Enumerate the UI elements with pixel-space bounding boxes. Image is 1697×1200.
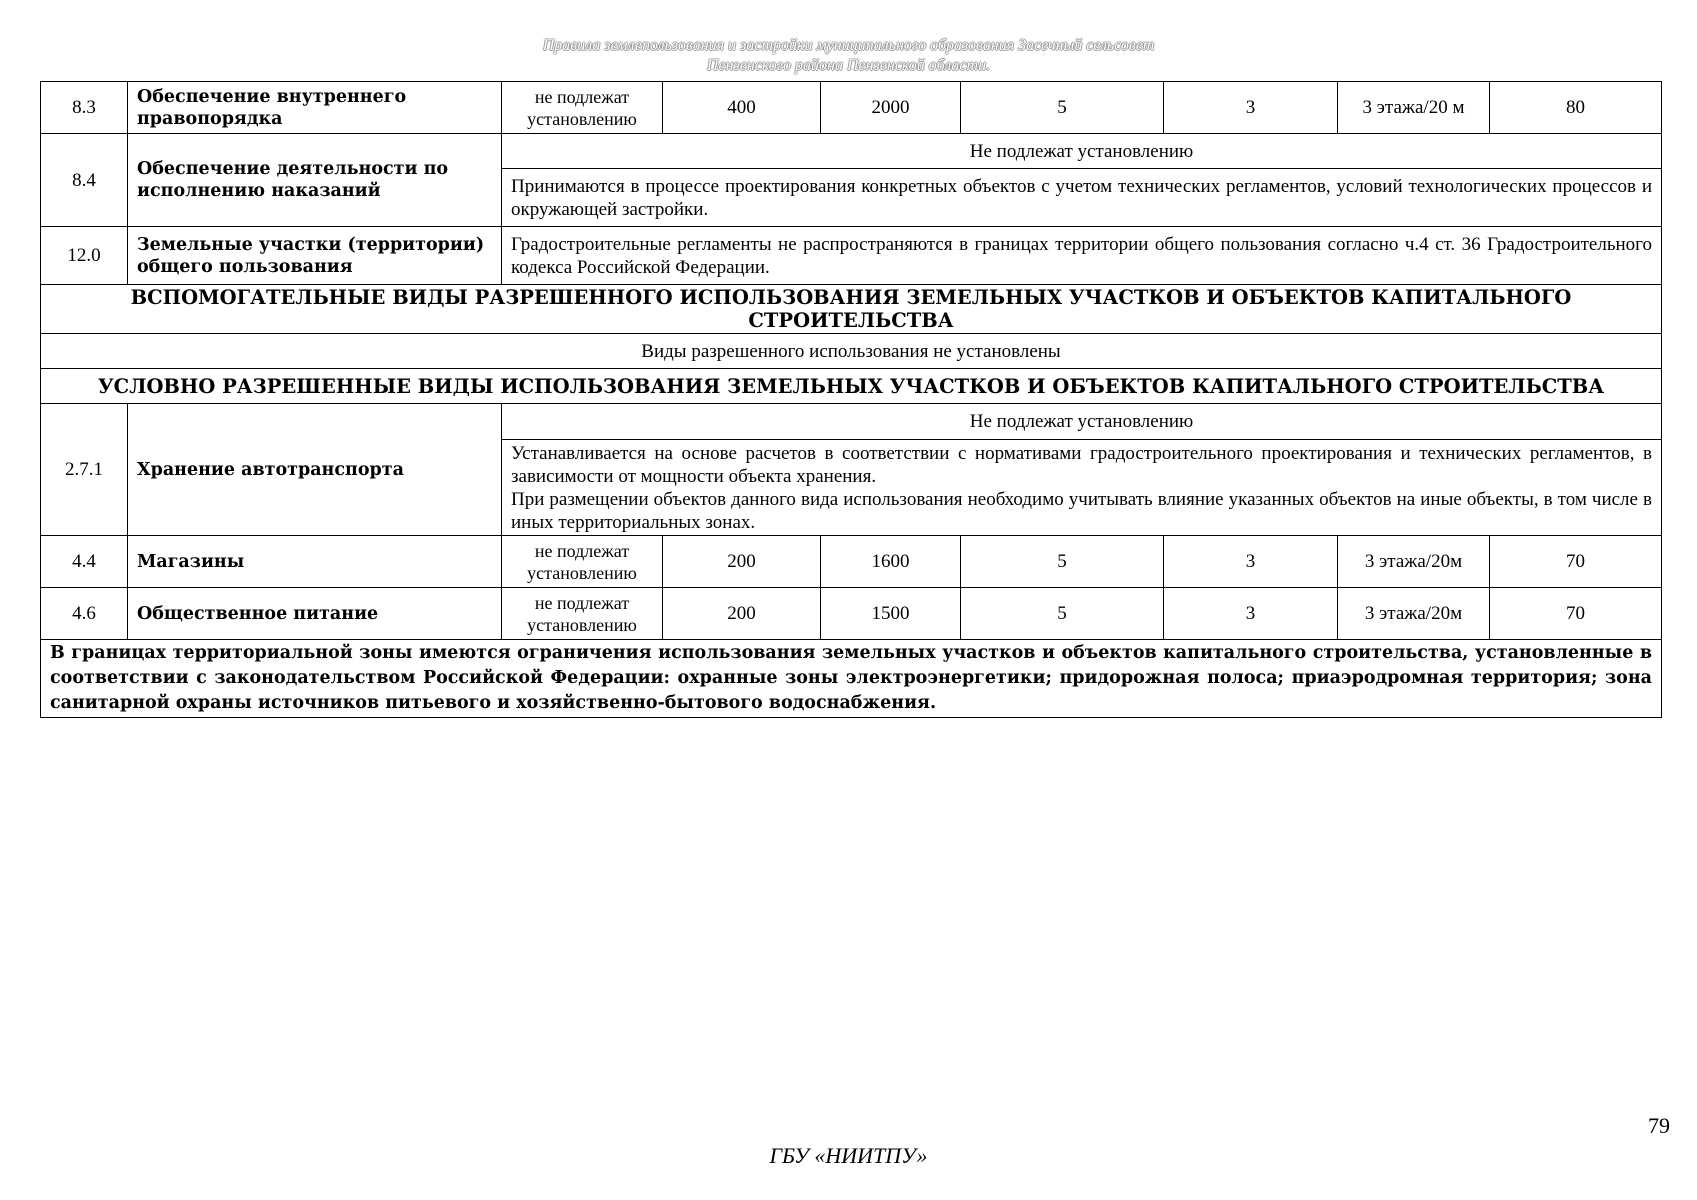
value-cell: 70 [1490, 536, 1662, 588]
code-cell: 2.7.1 [41, 404, 128, 536]
page-number: 79 [1648, 1113, 1670, 1138]
code-cell: 12.0 [41, 227, 128, 285]
value-cell: 5 [961, 536, 1164, 588]
value-cell: 200 [663, 588, 821, 640]
running-header-line2: Пензенского района Пензенской области. [706, 57, 991, 74]
note-paragraph: Устанавливается на основе расчетов в соответствии с нормативами градостроительного проектирования и технических регламентов, в зависимости от мощности объекта хранения. [511, 442, 1652, 487]
table-row-4-6 [41, 588, 1662, 640]
note-cell [502, 440, 1662, 536]
not-set-cell: Не подлежат установлению [502, 134, 1662, 169]
value-cell: 5 [961, 588, 1164, 640]
value-cell: 400 [663, 82, 821, 134]
section-row-auxiliary [41, 285, 1662, 334]
table-row-4-4 [41, 536, 1662, 588]
value-cell: 70 [1490, 588, 1662, 640]
value-cell: 1600 [821, 536, 961, 588]
value-cell: 3 [1164, 588, 1338, 640]
value-cell: 3 этажа/20м [1338, 588, 1490, 640]
running-header [0, 36, 1697, 76]
value-cell: 3 [1164, 82, 1338, 134]
running-header-line1: Правила землепользования и застройки муниципального образования Засечный сельсовет [542, 37, 1155, 54]
value-cell: 3 этажа/20 м [1338, 82, 1490, 134]
table-row-8-4 [41, 134, 1662, 169]
value-cell: не подлежат установлению [502, 588, 663, 640]
section-title-auxiliary: ВСПОМОГАТЕЛЬНЫЕ ВИДЫ РАЗРЕШЕННОГО ИСПОЛЬЗОВАНИЯ ЗЕМЕЛЬНЫХ УЧАСТКОВ И ОБЪЕКТОВ КАПИТАЛЬНОГО СТРОИТЕЛЬСТВА [41, 285, 1662, 334]
use-name-cell: Обеспечение внутреннего правопорядка [128, 82, 502, 134]
use-name-cell: Общественное питание [128, 588, 502, 640]
value-cell: 80 [1490, 82, 1662, 134]
use-name-cell: Хранение автотранспорта [128, 404, 502, 536]
zone-restrictions-footnote: В границах территориальной зоны имеются ограничения использования земельных участков и объектов капитального строительства, установленные в соответствии с законодательством Российской Федерации: охранные зоны электроэнергетики; придорожная полоса; приаэродромная территория; зона санитарной охраны источников питьевого и хозяйственно-бытового водоснабжения. [41, 640, 1662, 718]
value-cell: не подлежат установлению [502, 536, 663, 588]
use-name-cell: Магазины [128, 536, 502, 588]
zoning-regulations-table [40, 81, 1662, 718]
value-cell: 200 [663, 536, 821, 588]
code-cell: 8.3 [41, 82, 128, 134]
note-paragraph: При размещении объектов данного вида использования необходимо учитывать влияние указанных объектов на иные объекты, в том числе в иных территориальных зонах. [511, 488, 1652, 533]
value-cell: 3 [1164, 536, 1338, 588]
code-cell: 4.4 [41, 536, 128, 588]
code-cell: 4.6 [41, 588, 128, 640]
not-set-cell: Не подлежат установлению [502, 404, 1662, 440]
use-name-cell: Земельные участки (территории) общего пользования [128, 227, 502, 285]
note-cell: Градостроительные регламенты не распространяются в границах территории общего пользования согласно ч.4 ст. 36 Градостроительного кодекса Российской Федерации. [502, 227, 1662, 285]
table-row-8-3 [41, 82, 1662, 134]
section-row-conditional [41, 369, 1662, 404]
value-cell: 2000 [821, 82, 961, 134]
table-row-2-7-1 [41, 404, 1662, 440]
note-cell: Принимаются в процессе проектирования конкретных объектов с учетом технических регламентов, условий технологических процессов и окружающей застройки. [502, 169, 1662, 227]
value-cell: не подлежат установлению [502, 82, 663, 134]
section-title-conditional: УСЛОВНО РАЗРЕШЕННЫЕ ВИДЫ ИСПОЛЬЗОВАНИЯ ЗЕМЕЛЬНЫХ УЧАСТКОВ И ОБЪЕКТОВ КАПИТАЛЬНОГО СТРОИТЕЛЬСТВА [41, 369, 1662, 404]
footer-organization: ГБУ «НИИТПУ» [769, 1143, 928, 1168]
footnote-row [41, 640, 1662, 718]
value-cell: 5 [961, 82, 1164, 134]
value-cell: 1500 [821, 588, 961, 640]
code-cell: 8.4 [41, 134, 128, 227]
auxiliary-note-row [41, 334, 1662, 369]
table-row-12-0 [41, 227, 1662, 285]
value-cell: 3 этажа/20м [1338, 536, 1490, 588]
use-name-cell: Обеспечение деятельности по исполнению наказаний [128, 134, 502, 227]
auxiliary-note: Виды разрешенного использования не установлены [41, 334, 1662, 369]
